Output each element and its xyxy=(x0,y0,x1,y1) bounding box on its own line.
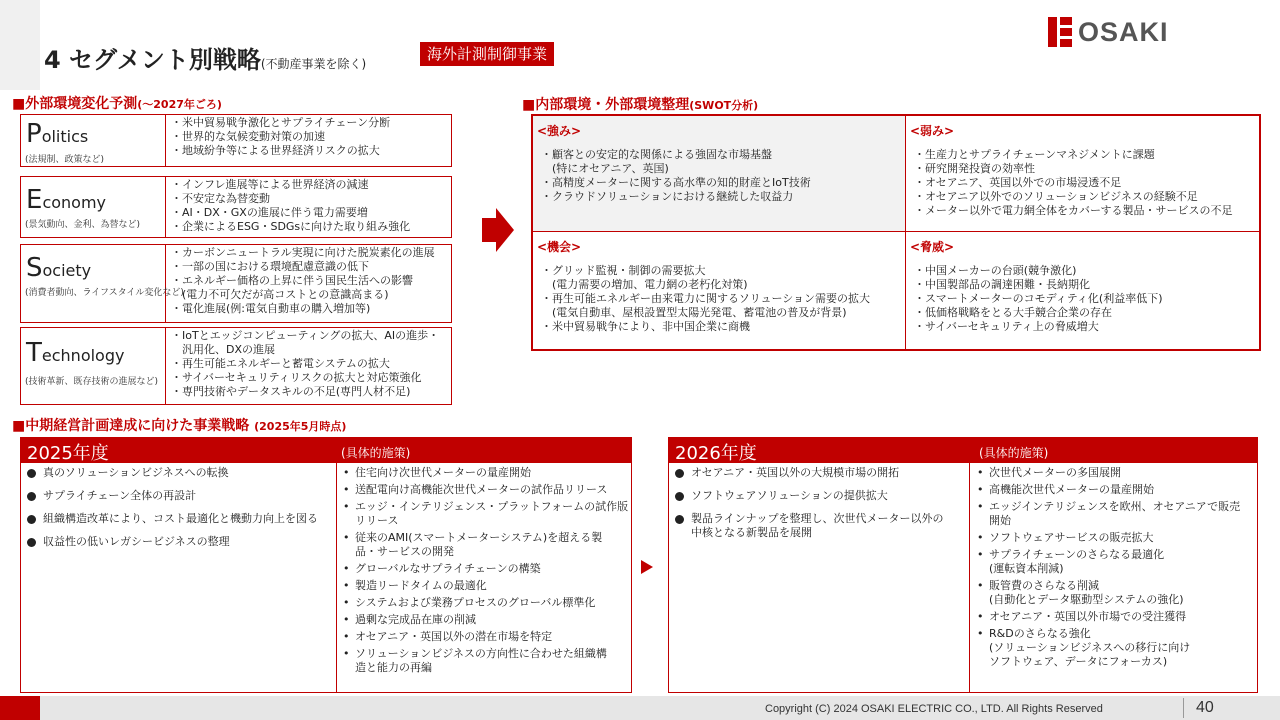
measure-text: 従来のAMI(スマートメーターシステム)を超える製 品・サービスの開発 xyxy=(355,531,603,558)
pest-box xyxy=(20,244,452,323)
plan-2025-goals xyxy=(27,466,318,558)
measure-text: 次世代メーターの多国展開 xyxy=(989,466,1121,479)
measure-text: 送配電向け高機能次世代メーターの試作品リリース xyxy=(355,483,608,496)
measure-item xyxy=(343,630,628,644)
pest-factor-note: (景気動向、金利、為替など) xyxy=(25,220,141,230)
pest-item: ・サイバーセキュリティリスクの拡大と対応策強化 xyxy=(171,371,422,384)
goal-text: 収益性の低いレガシービジネスの整理 xyxy=(43,535,230,548)
swot-item: ・低価格戦略をとる大手競合企業の存在 xyxy=(914,306,1112,319)
bullet-icon: • xyxy=(977,627,984,640)
pest-item: ・エネルギー価格の上昇に伴う国民生活への影響 xyxy=(171,274,413,287)
bullet-dot-icon xyxy=(27,492,36,501)
measure-item xyxy=(977,627,1240,669)
bullet-icon: • xyxy=(343,531,350,544)
plan-2026-tag: (具体的施策) xyxy=(979,446,1049,460)
pest-items xyxy=(171,178,410,234)
swot-item: ・中国製部品の調達困難・長納期化 xyxy=(914,278,1090,291)
swot-grid xyxy=(531,114,1261,351)
swot-item: (特にオセアニア、英国) xyxy=(541,162,669,175)
measure-text: 販管費のさらなる削減 (自動化とデータ駆動型システムの強化) xyxy=(989,579,1184,606)
bullet-dot-icon xyxy=(675,469,684,478)
pest-item: ・電化進展(例:電気自動車の購入増加等) xyxy=(171,302,371,315)
measure-text: ソリューションビジネスの方向性に合わせた組織構 造と能力の再編 xyxy=(355,647,607,674)
pest-factor-note: (消費者動向、ライフスタイル変化など) xyxy=(25,288,184,298)
goal-text: ソフトウェアソリューションの提供拡大 xyxy=(691,489,888,502)
bullet-icon: • xyxy=(977,500,984,513)
pest-item: (電力不可欠だが高コストとの意識高まる) xyxy=(171,288,389,301)
swot-item: ・サイバーセキュリティ上の脅威増大 xyxy=(914,320,1099,333)
pest-factor xyxy=(21,177,166,237)
segment-badge: 海外計測制御事業 xyxy=(420,42,554,66)
goal-text: 製品ラインナップを整理し、次世代メーター以外の 中核となる新製品を展開 xyxy=(691,512,944,539)
measure-item xyxy=(343,500,628,528)
swot-weaknesses xyxy=(906,116,1259,232)
pest-box xyxy=(20,176,452,238)
measure-item xyxy=(343,531,628,559)
pest-factor xyxy=(21,245,184,322)
swot-item: ・再生可能エネルギー由来電力に関するソリューション需要の拡大 xyxy=(541,292,871,305)
measure-text: ソフトウェアサービスの販売拡大 xyxy=(989,531,1154,544)
bullet-icon: • xyxy=(343,630,350,643)
page-title-sub: (不動産事業を除く) xyxy=(260,57,367,71)
plan-2025-measures xyxy=(343,466,628,678)
bullet-icon: • xyxy=(343,483,350,496)
bullet-icon: • xyxy=(343,562,350,575)
measure-text: R&Dのさらなる強化 (ソリューションビジネスへの移行に向け ソフトウェア、データにフォーカス) xyxy=(989,627,1191,668)
bullet-dot-icon xyxy=(675,515,684,524)
pest-box xyxy=(20,114,452,167)
pest-item: ・カーボンニュートラル実現に向けた脱炭素化の進展 xyxy=(171,246,435,259)
measure-text: エッジインテリジェンスを欧州、オセアニアで販売 開始 xyxy=(989,500,1241,527)
pest-box xyxy=(20,327,452,405)
strengths-list xyxy=(541,148,811,204)
pest-item: ・専門技術やデータスキルの不足(専門人材不足) xyxy=(171,385,411,398)
pest-item: ・世界的な気候変動対策の加速 xyxy=(171,130,325,143)
swot-item: ・中国メーカーの台頭(競争激化) xyxy=(914,264,1077,277)
pest-item: ・再生可能エネルギーと蓄電システムの拡大 xyxy=(171,357,390,370)
page-title: 4 セグメント別戦略(不動産事業を除く) xyxy=(44,46,367,74)
swot-heading: ■内部環境・外部環境整理(SWOT分析) xyxy=(522,97,759,113)
goal-text: サプライチェーン全体の再設計 xyxy=(43,489,197,502)
measure-text: エッジ・インテリジェンス・プラットフォームの試作版 リリース xyxy=(355,500,629,527)
swot-threats xyxy=(906,232,1259,349)
measure-text: オセアニア・英国以外の潜在市場を特定 xyxy=(355,630,553,643)
measure-item xyxy=(343,596,628,610)
bullet-dot-icon xyxy=(27,469,36,478)
bullet-icon: • xyxy=(977,531,984,544)
pest-items xyxy=(171,246,435,316)
bullet-dot-icon xyxy=(27,538,36,547)
pest-factor xyxy=(21,115,166,166)
page-number: 40 xyxy=(1196,699,1214,716)
bullet-icon: • xyxy=(343,596,350,609)
bullet-icon: • xyxy=(343,579,350,592)
bullet-icon: • xyxy=(343,466,350,479)
logo-text: OSAKI xyxy=(1078,16,1169,47)
swot-item: ・米中貿易戦争により、非中国企業に商機 xyxy=(541,320,750,333)
bullet-icon: • xyxy=(343,500,350,513)
copyright-text: Copyright (C) 2024 OSAKI ELECTRIC CO., LTD. All Rights Reserved xyxy=(765,703,1103,715)
footer-accent xyxy=(0,696,40,720)
measure-item xyxy=(977,466,1240,480)
plan-2026-measures xyxy=(977,466,1240,672)
pest-item: 汎用化、DXの進展 xyxy=(171,343,276,356)
pest-item: ・一部の国における環境配慮意識の低下 xyxy=(171,260,369,273)
measure-item xyxy=(343,483,628,497)
measure-text: サプライチェーンのさらなる最適化 (運転資本削減) xyxy=(989,548,1165,575)
measure-text: グローバルなサプライチェーンの構築 xyxy=(355,562,541,575)
footer-separator xyxy=(1183,698,1184,718)
pest-item: ・AI・DX・GXの進展に伴う電力需要増 xyxy=(171,206,368,219)
bullet-icon: • xyxy=(977,610,984,623)
pest-items xyxy=(171,116,390,158)
swot-item: ・スマートメーターのコモディティ化(利益率低下) xyxy=(914,292,1163,305)
bullet-icon: • xyxy=(977,579,984,592)
swot-item: ・研究開発投資の効率性 xyxy=(914,162,1035,175)
goal-item xyxy=(27,512,318,526)
plan-2026 xyxy=(668,437,1258,693)
bullet-dot-icon xyxy=(27,515,36,524)
goal-item xyxy=(675,512,943,540)
measure-item xyxy=(977,483,1240,497)
strategy-heading: ■中期経営計画達成に向けた事業戦略 (2025年5月時点) xyxy=(12,418,347,434)
measure-text: 高機能次世代メーターの量産開始 xyxy=(989,483,1154,496)
goal-item xyxy=(27,466,318,480)
plan-2026-divider xyxy=(969,463,970,693)
measure-item xyxy=(977,531,1240,545)
measure-text: 過剰な完成品在庫の削減 xyxy=(355,613,476,626)
measure-item xyxy=(977,548,1240,576)
pest-item: ・米中貿易戦争激化とサプライチェーン分断 xyxy=(171,116,391,129)
plan-2026-bar xyxy=(669,438,1257,463)
pest-factor-word: Economy xyxy=(26,185,107,215)
plan-2026-goals xyxy=(675,466,943,549)
goal-text: オセアニア・英国以外の大規模市場の開拓 xyxy=(691,466,900,479)
measure-item xyxy=(977,579,1240,607)
pest-item: ・不安定な為替変動 xyxy=(171,192,270,205)
measure-item xyxy=(977,610,1240,624)
pest-factor-word: Technology xyxy=(26,338,125,368)
swot-item: (電気自動車、屋根設置型太陽光発電、蓄電池の普及が背景) xyxy=(541,306,847,319)
pest-factor-note: (技術革新、既存技術の進展など) xyxy=(25,377,159,387)
measure-text: システムおよび業務プロセスのグローバル標準化 xyxy=(355,596,596,609)
weaknesses-list xyxy=(914,148,1232,218)
goal-item xyxy=(27,489,318,503)
measure-item xyxy=(977,500,1240,528)
measure-item xyxy=(343,647,628,675)
pest-factor-word: Politics xyxy=(26,119,89,149)
measure-item xyxy=(343,466,628,480)
arrow-right-icon xyxy=(482,208,514,252)
measure-text: 住宅向け次世代メーターの量産開始 xyxy=(355,466,531,479)
plan-2025 xyxy=(20,437,632,693)
goal-text: 真のソリューションビジネスへの転換 xyxy=(43,466,229,479)
goal-item xyxy=(27,535,318,549)
bullet-icon: • xyxy=(343,613,350,626)
measure-item xyxy=(343,579,628,593)
swot-item: ・クラウドソリューションにおける継続した収益力 xyxy=(541,190,794,203)
swot-item: ・生産力とサプライチェーンマネジメントに課題 xyxy=(914,148,1155,161)
swot-item: ・グリッド監視・制御の需要拡大 xyxy=(541,264,706,277)
measure-text: オセアニア・英国以外市場での受注獲得 xyxy=(989,610,1187,623)
weaknesses-label: <弱み> xyxy=(910,124,955,138)
plan-2025-year: 2025年度 xyxy=(27,443,109,464)
measure-item xyxy=(343,562,628,576)
pest-items xyxy=(171,329,439,399)
logo-mark-icon xyxy=(1048,17,1072,47)
arrow-right-small-icon xyxy=(641,560,653,574)
swot-opportunities xyxy=(533,232,906,349)
goal-text: 組織構造改革により、コスト最適化と機動力向上を図る xyxy=(43,512,318,525)
external-heading: ■外部環境変化予測(～2027年ごろ) xyxy=(12,96,222,112)
company-logo xyxy=(1048,17,1169,47)
pest-item: ・IoTとエッジコンピューティングの拡大、AIの進歩・ xyxy=(171,329,440,342)
threats-list xyxy=(914,264,1163,334)
measure-text: 製造リードタイムの最適化 xyxy=(355,579,487,592)
swot-item: ・高精度メーターに関する高水準の知的財産とIoT技術 xyxy=(541,176,811,189)
swot-strengths xyxy=(533,116,906,232)
swot-item: ・オセアニア、英国以外での市場浸透不足 xyxy=(914,176,1122,189)
corner-tab xyxy=(0,0,40,90)
swot-item: (電力需要の増加、電力網の老朽化対策) xyxy=(541,278,748,291)
goal-item xyxy=(675,466,943,480)
opportunities-label: <機会> xyxy=(537,240,582,254)
plan-2025-bar xyxy=(21,438,631,463)
swot-item: ・顧客との安定的な関係による強固な市場基盤 xyxy=(541,148,772,161)
plan-2025-divider xyxy=(336,463,337,693)
bullet-dot-icon xyxy=(675,492,684,501)
swot-item: ・メーター以外で電力網全体をカバーする製品・サービスの不足 xyxy=(914,204,1233,217)
pest-factor-note: (法規制、政策など) xyxy=(25,155,105,165)
threats-label: <脅威> xyxy=(910,240,955,254)
measure-item xyxy=(343,613,628,627)
pest-item: ・企業によるESG・SDGsに向けた取り組み強化 xyxy=(171,220,411,233)
pest-item: ・インフレ進展等による世界経済の減速 xyxy=(171,178,369,191)
opportunities-list xyxy=(541,264,870,334)
bullet-icon: • xyxy=(977,483,984,496)
pest-factor xyxy=(21,328,166,404)
plan-2026-year: 2026年度 xyxy=(675,443,757,464)
swot-item: ・オセアニア以外でのソリューションビジネスの経験不足 xyxy=(914,190,1198,203)
strengths-label: <強み> xyxy=(537,124,582,138)
bullet-icon: • xyxy=(977,548,984,561)
bullet-icon: • xyxy=(343,647,350,660)
pest-item: ・地域紛争等による世界経済リスクの拡大 xyxy=(171,144,380,157)
bullet-icon: • xyxy=(977,466,984,479)
pest-factor-word: Society xyxy=(26,253,92,283)
goal-item xyxy=(675,489,943,503)
plan-2025-tag: (具体的施策) xyxy=(341,446,411,460)
